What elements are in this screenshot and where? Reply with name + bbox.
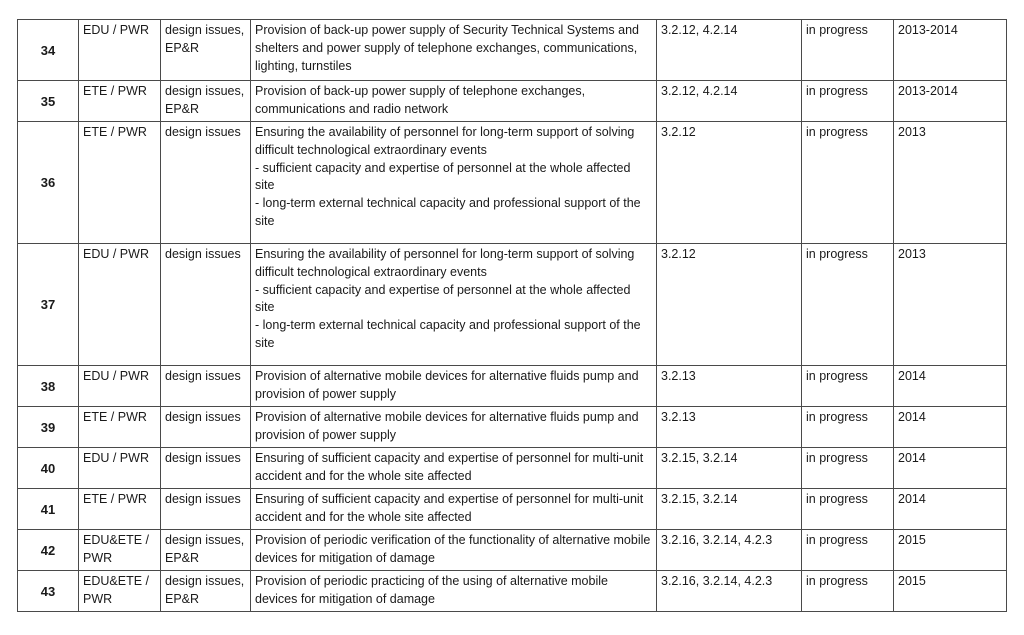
description-cell: Ensuring of sufficient capacity and expertise of personnel for multi-unit accident and for the whole site affected xyxy=(251,489,657,530)
table-row xyxy=(18,407,1007,448)
reference-cell: 3.2.12, 4.2.14 xyxy=(657,81,802,122)
table-body xyxy=(18,20,1007,612)
unit-cell: EDU / PWR xyxy=(79,448,161,489)
row-number: 38 xyxy=(18,366,79,407)
date-cell: 2013-2014 xyxy=(894,20,1007,81)
row-number: 34 xyxy=(18,20,79,81)
table-row xyxy=(18,81,1007,122)
area-cell: design issues xyxy=(161,244,251,366)
status-cell: in progress xyxy=(802,571,894,612)
status-cell: in progress xyxy=(802,20,894,81)
row-number: 41 xyxy=(18,489,79,530)
area-cell: design issues xyxy=(161,489,251,530)
unit-cell: EDU&ETE / PWR xyxy=(79,530,161,571)
description-cell: Provision of alternative mobile devices for alternative fluids pump and provision of power supply xyxy=(251,407,657,448)
area-cell: design issues, EP&R xyxy=(161,20,251,81)
table-row xyxy=(18,122,1007,244)
reference-cell: 3.2.15, 3.2.14 xyxy=(657,448,802,489)
description-cell: Ensuring the availability of personnel for long-term support of solving difficult technological extraordinary events - sufficient capacity and expertise of personnel at the whole affected site - long-term external technical capacity and professional support of the site xyxy=(251,122,657,244)
description-cell: Provision of back-up power supply of Security Technical Systems and shelters and power supply of telephone exchanges, communications, lighting, turnstiles xyxy=(251,20,657,81)
date-cell: 2014 xyxy=(894,407,1007,448)
reference-cell: 3.2.16, 3.2.14, 4.2.3 xyxy=(657,571,802,612)
unit-cell: EDU / PWR xyxy=(79,20,161,81)
row-number: 40 xyxy=(18,448,79,489)
area-cell: design issues, EP&R xyxy=(161,81,251,122)
status-cell: in progress xyxy=(802,244,894,366)
date-cell: 2013 xyxy=(894,244,1007,366)
measures-table xyxy=(17,19,1007,612)
reference-cell: 3.2.16, 3.2.14, 4.2.3 xyxy=(657,530,802,571)
area-cell: design issues xyxy=(161,448,251,489)
unit-cell: ETE / PWR xyxy=(79,81,161,122)
status-cell: in progress xyxy=(802,366,894,407)
reference-cell: 3.2.15, 3.2.14 xyxy=(657,489,802,530)
unit-cell: EDU&ETE / PWR xyxy=(79,571,161,612)
description-cell: Ensuring of sufficient capacity and expertise of personnel for multi-unit accident and for the whole site affected xyxy=(251,448,657,489)
area-cell: design issues xyxy=(161,122,251,244)
unit-cell: ETE / PWR xyxy=(79,407,161,448)
row-number: 36 xyxy=(18,122,79,244)
reference-cell: 3.2.12 xyxy=(657,122,802,244)
date-cell: 2015 xyxy=(894,530,1007,571)
status-cell: in progress xyxy=(802,81,894,122)
row-number: 39 xyxy=(18,407,79,448)
reference-cell: 3.2.13 xyxy=(657,366,802,407)
status-cell: in progress xyxy=(802,407,894,448)
date-cell: 2014 xyxy=(894,448,1007,489)
area-cell: design issues xyxy=(161,407,251,448)
unit-cell: ETE / PWR xyxy=(79,489,161,530)
table-row xyxy=(18,20,1007,81)
date-cell: 2015 xyxy=(894,571,1007,612)
date-cell: 2014 xyxy=(894,489,1007,530)
date-cell: 2013-2014 xyxy=(894,81,1007,122)
table-row xyxy=(18,489,1007,530)
description-cell: Provision of periodic verification of the functionality of alternative mobile devices for mitigation of damage xyxy=(251,530,657,571)
description-cell: Ensuring the availability of personnel for long-term support of solving difficult technological extraordinary events - sufficient capacity and expertise of personnel at the whole affected site - long-term external technical capacity and professional support of the site xyxy=(251,244,657,366)
description-cell: Provision of back-up power supply of telephone exchanges, communications and radio network xyxy=(251,81,657,122)
description-cell: Provision of alternative mobile devices for alternative fluids pump and provision of power supply xyxy=(251,366,657,407)
unit-cell: EDU / PWR xyxy=(79,244,161,366)
area-cell: design issues, EP&R xyxy=(161,571,251,612)
reference-cell: 3.2.13 xyxy=(657,407,802,448)
status-cell: in progress xyxy=(802,530,894,571)
status-cell: in progress xyxy=(802,122,894,244)
row-number: 37 xyxy=(18,244,79,366)
area-cell: design issues xyxy=(161,366,251,407)
reference-cell: 3.2.12, 4.2.14 xyxy=(657,20,802,81)
description-cell: Provision of periodic practicing of the using of alternative mobile devices for mitigation of damage xyxy=(251,571,657,612)
unit-cell: EDU / PWR xyxy=(79,366,161,407)
area-cell: design issues, EP&R xyxy=(161,530,251,571)
date-cell: 2013 xyxy=(894,122,1007,244)
table-row xyxy=(18,530,1007,571)
table-row xyxy=(18,366,1007,407)
status-cell: in progress xyxy=(802,489,894,530)
reference-cell: 3.2.12 xyxy=(657,244,802,366)
measures-table-wrapper xyxy=(17,19,1007,612)
row-number: 42 xyxy=(18,530,79,571)
unit-cell: ETE / PWR xyxy=(79,122,161,244)
table-row xyxy=(18,571,1007,612)
row-number: 43 xyxy=(18,571,79,612)
date-cell: 2014 xyxy=(894,366,1007,407)
table-row xyxy=(18,448,1007,489)
table-row xyxy=(18,244,1007,366)
row-number: 35 xyxy=(18,81,79,122)
status-cell: in progress xyxy=(802,448,894,489)
